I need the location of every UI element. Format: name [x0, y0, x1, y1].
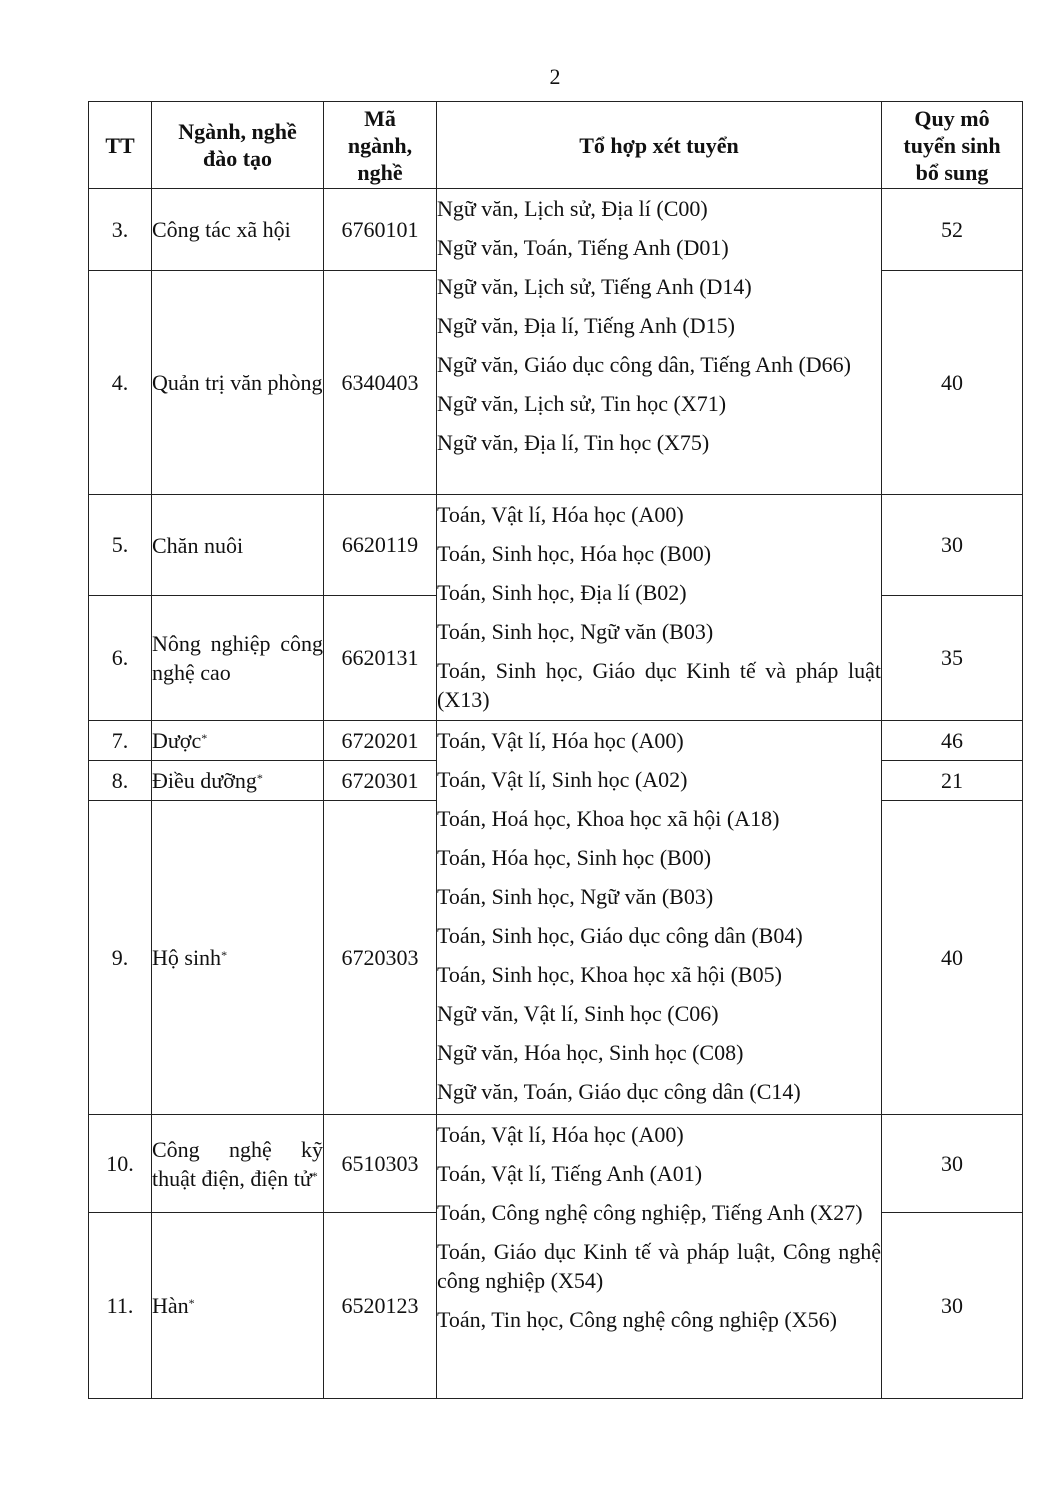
row-major-name: Nông nghiệp công nghệ cao [152, 596, 324, 721]
page-number: 2 [549, 64, 561, 89]
row-major-name [152, 801, 324, 1115]
combination-item: Toán, Sinh học, Ngữ văn (B03) [437, 619, 714, 644]
combination-item: Toán, Sinh học, Giáo dục công dân (B04) [437, 923, 803, 948]
combination-item: Toán, Công nghệ công nghiệp, Tiếng Anh (X27) [437, 1200, 863, 1225]
row-code: 6760101 [324, 189, 437, 271]
row-major-name: Chăn nuôi [152, 495, 324, 596]
combination-item: Ngữ văn, Toán, Giáo dục công dân (C14) [437, 1079, 801, 1104]
row-code: 6720201 [324, 721, 437, 761]
combination-item: Toán, Tin học, Công nghệ công nghiệp (X56) [437, 1307, 837, 1332]
combination-item: Toán, Sinh học, Địa lí (B02) [437, 580, 687, 605]
row-tt: 8. [89, 761, 152, 801]
combination-item: Toán, Giáo dục Kinh tế và pháp luật, Công nghệ công nghiệp (X54) [437, 1239, 881, 1293]
combination-cell [437, 189, 882, 495]
row-tt: 11. [89, 1213, 152, 1399]
row-code: 6720303 [324, 801, 437, 1115]
combination-item: Toán, Sinh học, Khoa học xã hội (B05) [437, 962, 782, 987]
row-quota: 30 [882, 1115, 1023, 1213]
row-code: 6620119 [324, 495, 437, 596]
row-major-name [152, 1115, 324, 1213]
row-quota: 30 [882, 495, 1023, 596]
combination-cell [437, 495, 882, 721]
footnote-mark: * [311, 1168, 318, 1183]
row-quota: 21 [882, 761, 1023, 801]
row-code: 6340403 [324, 271, 437, 495]
table-row [89, 495, 1023, 596]
row-code: 6510303 [324, 1115, 437, 1213]
combination-item: Toán, Vật lí, Hóa học (A00) [437, 502, 684, 527]
footnote-mark: * [188, 1296, 195, 1310]
combination-item: Ngữ văn, Địa lí, Tin học (X75) [437, 430, 710, 455]
header-quota [882, 102, 1023, 189]
row-tt: 6. [89, 596, 152, 721]
combination-item: Toán, Vật lí, Hóa học (A00) [437, 1122, 684, 1147]
combination-item: Toán, Vật lí, Hóa học (A00) [437, 728, 684, 753]
row-tt: 5. [89, 495, 152, 596]
combination-item: Ngữ văn, Lịch sử, Tiếng Anh (D14) [437, 274, 752, 299]
footnote-mark: * [256, 771, 263, 785]
header-tt: TT [89, 102, 152, 189]
combination-item: Ngữ văn, Vật lí, Sinh học (C06) [437, 1001, 719, 1026]
combination-item: Toán, Sinh học, Giáo dục Kinh tế và pháp luật (X13) [437, 658, 881, 712]
footnote-mark: * [201, 731, 208, 745]
combination-cell [437, 721, 882, 1115]
row-quota: 46 [882, 721, 1023, 761]
combination-item: Toán, Vật lí, Sinh học (A02) [437, 767, 688, 792]
row-quota: 40 [882, 271, 1023, 495]
combination-item: Ngữ văn, Toán, Tiếng Anh (D01) [437, 235, 729, 260]
header-major [152, 102, 324, 189]
table-row [89, 721, 1023, 761]
header-code-text: Mã ngành, nghề [347, 105, 413, 185]
row-code: 6720301 [324, 761, 437, 801]
row-code: 6620131 [324, 596, 437, 721]
table-row [89, 189, 1023, 271]
row-major-name [152, 721, 324, 761]
row-major-name: Công tác xã hội [152, 189, 324, 271]
header-quota-text: Quy mô tuyển sinh bổ sung [903, 105, 1001, 185]
combination-item: Ngữ văn, Lịch sử, Địa lí (C00) [437, 196, 708, 221]
combination-item: Toán, Vật lí, Tiếng Anh (A01) [437, 1161, 703, 1186]
combination-item: Ngữ văn, Hóa học, Sinh học (C08) [437, 1040, 744, 1065]
row-tt: 10. [89, 1115, 152, 1213]
row-quota: 52 [882, 189, 1023, 271]
combination-item: Toán, Sinh học, Hóa học (B00) [437, 541, 712, 566]
footnote-mark: * [221, 948, 228, 962]
row-tt: 7. [89, 721, 152, 761]
row-tt: 3. [89, 189, 152, 271]
combination-item: Ngữ văn, Giáo dục công dân, Tiếng Anh (D66) [437, 352, 851, 377]
combination-item: Toán, Hoá học, Khoa học xã hội (A18) [437, 806, 780, 831]
row-major-name [152, 1213, 324, 1399]
major-name-text: Công nghệ kỹ thuật điện, điện tử [152, 1136, 323, 1191]
major-name-text: Hộ sinh [152, 945, 222, 970]
row-tt: 9. [89, 801, 152, 1115]
header-row [89, 102, 1023, 189]
row-quota: 35 [882, 596, 1023, 721]
combination-item: Toán, Sinh học, Ngữ văn (B03) [437, 884, 714, 909]
header-major-text: Ngành, nghề đào tạo [178, 119, 297, 171]
header-combination: Tổ hợp xét tuyển [437, 102, 882, 189]
combination-item: Ngữ văn, Địa lí, Tiếng Anh (D15) [437, 313, 735, 338]
combination-item: Ngữ văn, Lịch sử, Tin học (X71) [437, 391, 727, 416]
row-code: 6520123 [324, 1213, 437, 1399]
row-major-name [152, 761, 324, 801]
row-tt: 4. [89, 271, 152, 495]
major-name-text: Hàn [152, 1293, 189, 1318]
row-major-name: Quản trị văn phòng [152, 271, 324, 495]
major-name-text: Điều dưỡng [152, 768, 257, 793]
row-quota: 30 [882, 1213, 1023, 1399]
header-code [324, 102, 437, 189]
admission-table [88, 101, 1023, 1399]
row-quota: 40 [882, 801, 1023, 1115]
table-row [89, 1115, 1023, 1213]
combination-item: Toán, Hóa học, Sinh học (B00) [437, 845, 712, 870]
major-name-text: Dược [152, 728, 202, 753]
combination-cell [437, 1115, 882, 1399]
